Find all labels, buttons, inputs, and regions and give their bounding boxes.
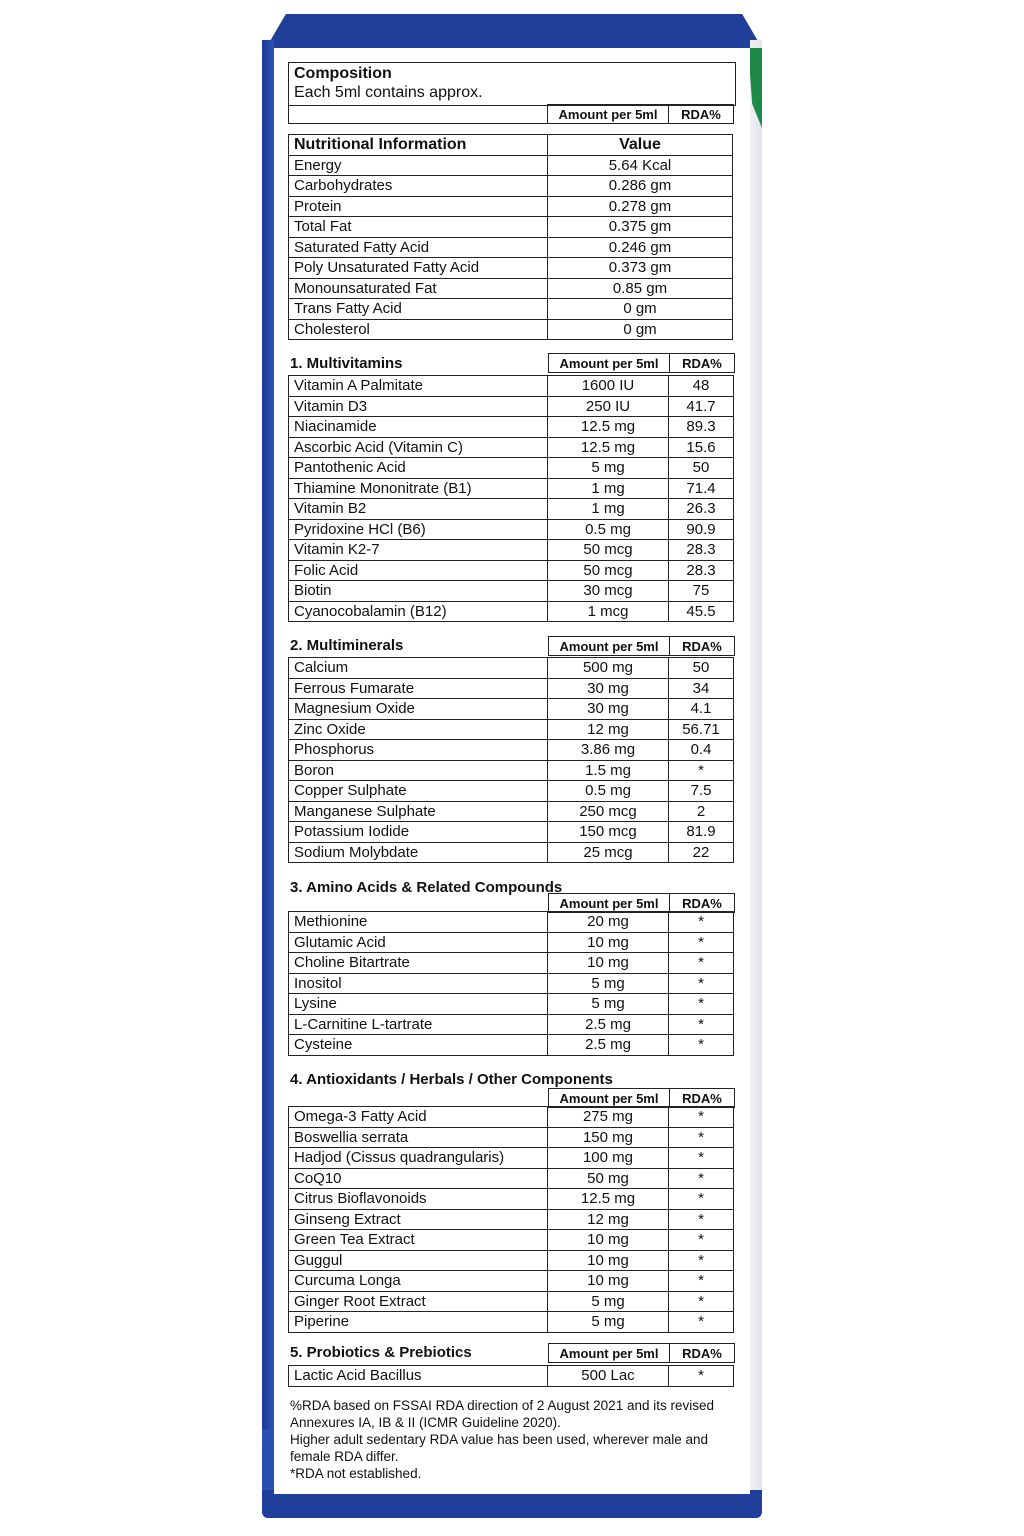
amount-header: Amount per 5ml [549, 1089, 670, 1108]
table-row [289, 1127, 734, 1148]
ingredient-name: Pantothenic Acid [289, 458, 548, 479]
ingredient-rda: * [669, 1250, 734, 1271]
nutrient-name: Trans Fatty Acid [289, 299, 548, 320]
table-row [289, 499, 734, 520]
table-row [289, 458, 734, 479]
ingredient-amount: 5 mg [548, 973, 669, 994]
box-right-side [750, 40, 762, 1510]
table-row [289, 519, 734, 540]
ingredient-amount: 1 mg [548, 478, 669, 499]
section-title: 5. Probiotics & Prebiotics [290, 1344, 472, 1361]
ingredient-name: Green Tea Extract [289, 1230, 548, 1251]
table-row [289, 258, 733, 279]
table-row [289, 740, 734, 761]
ingredient-name: L-Carnitine L-tartrate [289, 1014, 548, 1035]
ingredient-amount: 12.5 mg [548, 1189, 669, 1210]
nutrient-name: Poly Unsaturated Fatty Acid [289, 258, 548, 279]
ingredient-rda: * [669, 1107, 734, 1128]
table-row [289, 1014, 734, 1035]
ingredient-rda: 15.6 [669, 437, 734, 458]
box-bottom-flap [262, 1490, 762, 1518]
ingredient-rda: 56.71 [669, 719, 734, 740]
table-row [289, 1291, 734, 1312]
table-row [289, 601, 734, 622]
nutrient-name: Protein [289, 196, 548, 217]
ingredient-name: Calcium [289, 658, 548, 679]
ingredient-rda: 48 [669, 376, 734, 397]
section-header-table [548, 1343, 735, 1363]
ingredient-amount: 1 mcg [548, 601, 669, 622]
amount-header: Amount per 5ml [549, 894, 670, 913]
ingredient-name: Vitamin K2-7 [289, 540, 548, 561]
table-row [289, 932, 734, 953]
ingredient-amount: 30 mcg [548, 581, 669, 602]
ingredient-amount: 10 mg [548, 1271, 669, 1292]
nutrition-header-name: Nutritional Information [289, 135, 548, 156]
footnote: *RDA not established. [290, 1466, 422, 1481]
ingredient-amount: 0.5 mg [548, 781, 669, 802]
ingredient-rda: 0.4 [669, 740, 734, 761]
ingredient-name: Piperine [289, 1312, 548, 1333]
box-left-side [262, 40, 274, 1510]
ingredient-amount: 275 mg [548, 1107, 669, 1128]
section-table [288, 911, 734, 1056]
amount-header: Amount per 5ml [548, 105, 669, 124]
ingredient-rda: * [669, 973, 734, 994]
ingredient-amount: 10 mg [548, 953, 669, 974]
ingredient-rda: 81.9 [669, 822, 734, 843]
ingredient-rda: 89.3 [669, 417, 734, 438]
ingredient-amount: 10 mg [548, 1250, 669, 1271]
table-row [289, 155, 733, 176]
section-title: 1. Multivitamins [290, 355, 403, 372]
table-row [289, 1107, 734, 1128]
ingredient-amount: 50 mg [548, 1168, 669, 1189]
table-row [289, 658, 734, 679]
ingredient-name: Citrus Bioflavonoids [289, 1189, 548, 1210]
ingredient-name: Ascorbic Acid (Vitamin C) [289, 437, 548, 458]
ingredient-amount: 250 mcg [548, 801, 669, 822]
ingredient-amount: 5 mg [548, 994, 669, 1015]
ingredient-name: Biotin [289, 581, 548, 602]
ingredient-amount: 30 mg [548, 678, 669, 699]
ingredient-name: Pyridoxine HCl (B6) [289, 519, 548, 540]
table-row [289, 1189, 734, 1210]
table-row [289, 699, 734, 720]
ingredient-rda: 50 [669, 458, 734, 479]
ingredient-name: Inositol [289, 973, 548, 994]
table-row [289, 1312, 734, 1333]
ingredient-name: Zinc Oxide [289, 719, 548, 740]
ingredient-rda: 28.3 [669, 560, 734, 581]
ingredient-rda: 90.9 [669, 519, 734, 540]
ingredient-name: Choline Bitartrate [289, 953, 548, 974]
ingredient-rda: * [669, 953, 734, 974]
nutrition-header-value: Value [548, 135, 733, 156]
table-row [289, 196, 733, 217]
table-row [289, 1035, 734, 1056]
ingredient-rda: * [669, 1035, 734, 1056]
section-header-table [548, 353, 735, 373]
section-title: 3. Amino Acids & Related Compounds [290, 879, 563, 896]
section-table [288, 375, 734, 622]
ingredient-name: Lysine [289, 994, 548, 1015]
ingredient-name: Potassium Iodide [289, 822, 548, 843]
ingredient-amount: 1.5 mg [548, 760, 669, 781]
section-header-table [548, 636, 735, 656]
ingredient-amount: 25 mcg [548, 842, 669, 863]
table-row [289, 217, 733, 238]
ingredient-amount: 3.86 mg [548, 740, 669, 761]
section-title: 2. Multiminerals [290, 637, 404, 654]
ingredient-rda: 45.5 [669, 601, 734, 622]
table-row [289, 842, 734, 863]
ingredient-amount: 20 mg [548, 912, 669, 933]
ingredient-name: Curcuma Longa [289, 1271, 548, 1292]
rda-header: RDA% [670, 637, 735, 656]
ingredient-rda: * [669, 1230, 734, 1251]
rda-header: RDA% [670, 894, 735, 913]
nutrient-name: Energy [289, 155, 548, 176]
amount-header: Amount per 5ml [549, 1344, 670, 1363]
ingredient-name: Ginseng Extract [289, 1209, 548, 1230]
amount-header: Amount per 5ml [549, 637, 670, 656]
table-row [289, 396, 734, 417]
table-row [289, 581, 734, 602]
ingredient-rda: * [669, 1209, 734, 1230]
table-row [289, 437, 734, 458]
nutrient-value: 0.85 gm [548, 278, 733, 299]
table-row [289, 719, 734, 740]
ingredient-name: Methionine [289, 912, 548, 933]
ingredient-name: Hadjod (Cissus quadrangularis) [289, 1148, 548, 1169]
table-row [289, 973, 734, 994]
table-row [289, 319, 733, 340]
footnote: Higher adult sedentary RDA value has been used, wherever male and female RDA differ. [290, 1432, 708, 1464]
ingredient-name: Thiamine Mononitrate (B1) [289, 478, 548, 499]
ingredient-rda: * [669, 912, 734, 933]
ingredient-name: Boron [289, 760, 548, 781]
ingredient-amount: 12 mg [548, 719, 669, 740]
ingredient-amount: 2.5 mg [548, 1014, 669, 1035]
ingredient-rda: 4.1 [669, 699, 734, 720]
nutrient-name: Cholesterol [289, 319, 548, 340]
rda-header: RDA% [670, 1344, 735, 1363]
section-header-table [548, 893, 735, 913]
nutrient-value: 0 gm [548, 299, 733, 320]
ingredient-amount: 12.5 mg [548, 437, 669, 458]
ingredient-amount: 50 mcg [548, 540, 669, 561]
ingredient-amount: 2.5 mg [548, 1035, 669, 1056]
ingredient-amount: 10 mg [548, 1230, 669, 1251]
table-row [289, 478, 734, 499]
rda-header: RDA% [670, 354, 735, 373]
table-row [289, 417, 734, 438]
composition-subtitle: Each 5ml contains approx. [294, 84, 483, 101]
table-row [289, 1168, 734, 1189]
table-row [289, 781, 734, 802]
nutrient-value: 0.373 gm [548, 258, 733, 279]
ingredient-rda: * [669, 1312, 734, 1333]
ingredient-name: Boswellia serrata [289, 1127, 548, 1148]
nutrient-value: 0.375 gm [548, 217, 733, 238]
table-row [289, 1366, 734, 1387]
nutrient-name: Total Fat [289, 217, 548, 238]
ingredient-name: Manganese Sulphate [289, 801, 548, 822]
ingredient-rda: 75 [669, 581, 734, 602]
ingredient-name: Ginger Root Extract [289, 1291, 548, 1312]
table-row [289, 822, 734, 843]
ingredient-rda: 7.5 [669, 781, 734, 802]
ingredient-name: Glutamic Acid [289, 932, 548, 953]
table-row [289, 678, 734, 699]
ingredient-rda: 71.4 [669, 478, 734, 499]
ingredient-amount: 50 mcg [548, 560, 669, 581]
ingredient-amount: 12.5 mg [548, 417, 669, 438]
rda-header: RDA% [670, 1089, 735, 1108]
ingredient-name: Ferrous Fumarate [289, 678, 548, 699]
ingredient-rda: 41.7 [669, 396, 734, 417]
ingredient-amount: 1 mg [548, 499, 669, 520]
section-title: 4. Antioxidants / Herbals / Other Components [290, 1071, 613, 1088]
nutrient-name: Monounsaturated Fat [289, 278, 548, 299]
ingredient-name: Omega-3 Fatty Acid [289, 1107, 548, 1128]
ingredient-name: Vitamin A Palmitate [289, 376, 548, 397]
footnote: %RDA based on FSSAI RDA direction of 2 August 2021 and its revised Annexures IA, IB & II (ICMR Guideline 2020). [290, 1398, 714, 1430]
ingredient-name: Copper Sulphate [289, 781, 548, 802]
table-row [289, 299, 733, 320]
nutrient-value: 5.64 Kcal [548, 155, 733, 176]
ingredient-rda: * [669, 1148, 734, 1169]
ingredient-rda: * [669, 1291, 734, 1312]
ingredient-rda: 26.3 [669, 499, 734, 520]
ingredient-name: Vitamin B2 [289, 499, 548, 520]
table-row [289, 1271, 734, 1292]
ingredient-name: Niacinamide [289, 417, 548, 438]
ingredient-rda: * [669, 932, 734, 953]
composition-header [288, 62, 736, 106]
ingredient-amount: 250 IU [548, 396, 669, 417]
ingredient-name: CoQ10 [289, 1168, 548, 1189]
ingredient-amount: 150 mg [548, 1127, 669, 1148]
nutrient-value: 0.278 gm [548, 196, 733, 217]
table-row [289, 1250, 734, 1271]
section-header-table [548, 1088, 735, 1108]
ingredient-rda: * [669, 1014, 734, 1035]
table-row [289, 278, 733, 299]
ingredient-name: Magnesium Oxide [289, 699, 548, 720]
rda-header: RDA% [669, 105, 734, 124]
table-row [289, 953, 734, 974]
nutrient-value: 0.246 gm [548, 237, 733, 258]
ingredient-rda: * [669, 1366, 734, 1387]
table-row [289, 912, 734, 933]
section-table [288, 1365, 734, 1387]
ingredient-name: Guggul [289, 1250, 548, 1271]
ingredient-name: Folic Acid [289, 560, 548, 581]
ingredient-rda: 22 [669, 842, 734, 863]
table-row [289, 760, 734, 781]
composition-title: Composition [294, 65, 392, 82]
ingredient-rda: 2 [669, 801, 734, 822]
ingredient-rda: 28.3 [669, 540, 734, 561]
ingredient-amount: 1600 IU [548, 376, 669, 397]
ingredient-name: Cyanocobalamin (B12) [289, 601, 548, 622]
ingredient-amount: 5 mg [548, 458, 669, 479]
ingredient-rda: * [669, 1127, 734, 1148]
nutrition-table [288, 134, 733, 340]
ingredient-name: Phosphorus [289, 740, 548, 761]
table-row [289, 376, 734, 397]
ingredient-amount: 150 mcg [548, 822, 669, 843]
table-row [289, 801, 734, 822]
ingredient-amount: 10 mg [548, 932, 669, 953]
nutrient-name: Saturated Fatty Acid [289, 237, 548, 258]
ingredient-amount: 500 Lac [548, 1366, 669, 1387]
table-row [289, 176, 733, 197]
ingredient-amount: 500 mg [548, 658, 669, 679]
ingredient-rda: * [669, 1271, 734, 1292]
table-row [289, 1148, 734, 1169]
ingredient-amount: 30 mg [548, 699, 669, 720]
ingredient-rda: * [669, 1189, 734, 1210]
nutrient-value: 0.286 gm [548, 176, 733, 197]
ingredient-amount: 100 mg [548, 1148, 669, 1169]
ingredient-rda: * [669, 994, 734, 1015]
ingredient-amount: 0.5 mg [548, 519, 669, 540]
nutrient-value: 0 gm [548, 319, 733, 340]
ingredient-rda: 34 [669, 678, 734, 699]
nutrient-name: Carbohydrates [289, 176, 548, 197]
ingredient-amount: 12 mg [548, 1209, 669, 1230]
ingredient-rda: * [669, 760, 734, 781]
table-row [289, 540, 734, 561]
ingredient-name: Vitamin D3 [289, 396, 548, 417]
table-row [289, 1209, 734, 1230]
ingredient-name: Cysteine [289, 1035, 548, 1056]
ingredient-amount: 5 mg [548, 1291, 669, 1312]
table-row [289, 560, 734, 581]
table-row [289, 237, 733, 258]
box-top-flap [266, 14, 762, 48]
table-row [289, 1230, 734, 1251]
table-row [289, 994, 734, 1015]
amount-header: Amount per 5ml [549, 354, 670, 373]
ingredient-amount: 5 mg [548, 1312, 669, 1333]
ingredient-rda: * [669, 1168, 734, 1189]
section-table [288, 657, 734, 863]
ingredient-rda: 50 [669, 658, 734, 679]
ingredient-name: Lactic Acid Bacillus [289, 1366, 548, 1387]
composition-header-columns [288, 104, 734, 124]
ingredient-name: Sodium Molybdate [289, 842, 548, 863]
section-table [288, 1106, 734, 1333]
